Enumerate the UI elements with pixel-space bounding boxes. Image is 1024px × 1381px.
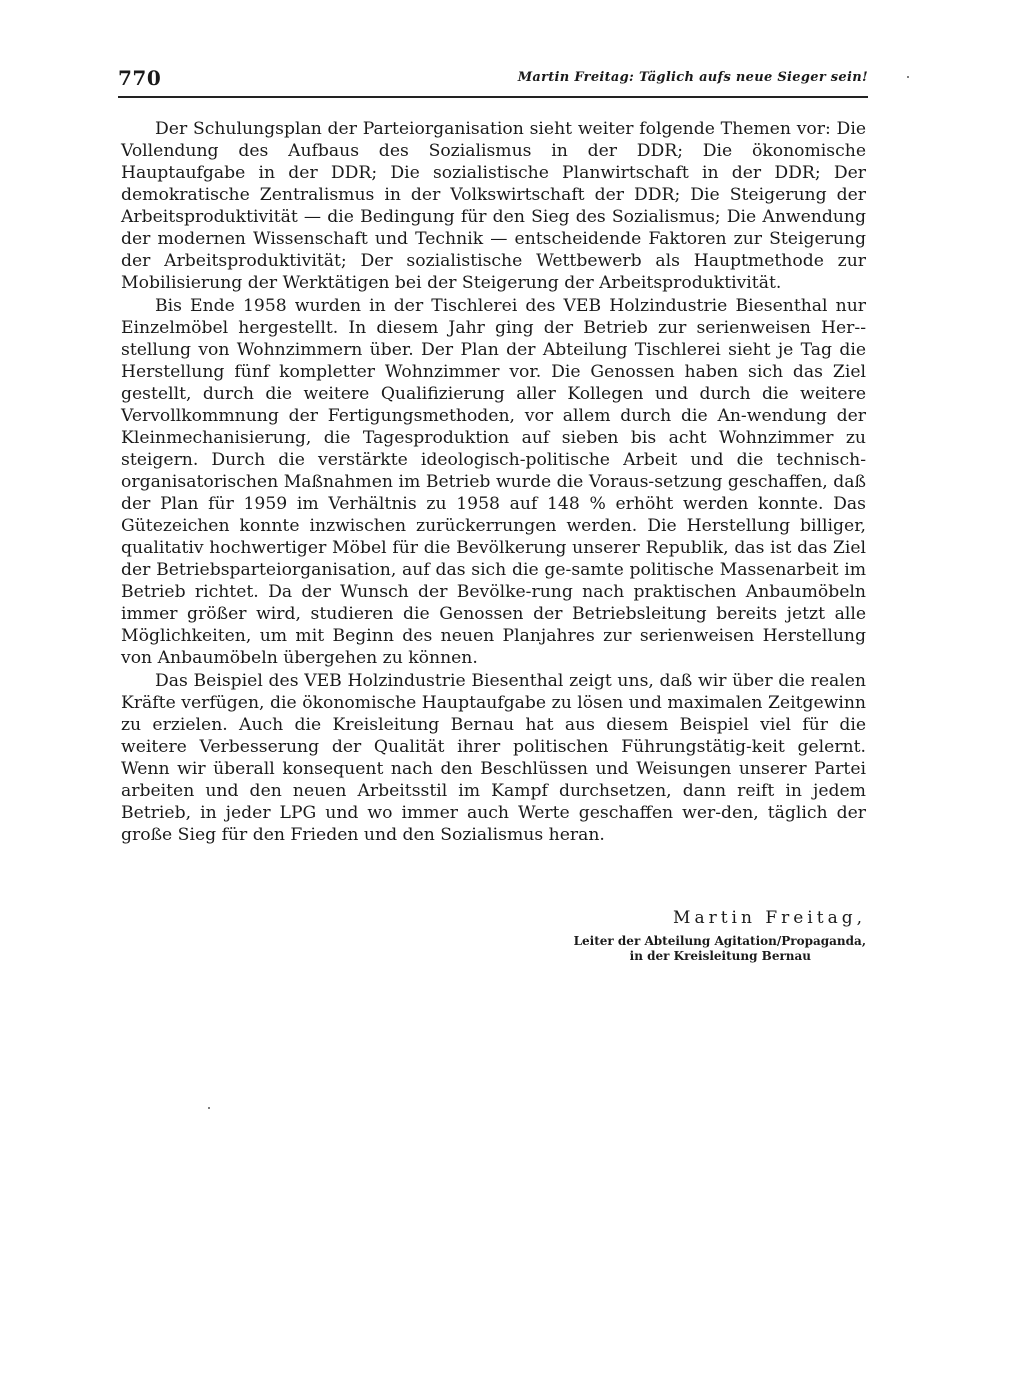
paragraph-3: Das Beispiel des VEB Holzindustrie Biesenthal zeigt uns, daß wir über die realen Kräfte verfügen, die ökonomische Hauptaufgabe zu lösen und maximalen Zeitgewinn zu erzielen. Auch die Kreisleitung Bernau hat aus diesem Beispiel viel für die weitere Verbesserung der Qualität ihrer politischen Führungstätig-keit gelernt. Wenn wir überall konsequent nach den Beschlüssen und Weisungen unserer Partei arbeiten und den neuen Arbeitsstil im Kampf durchsetzen, dann reift in jedem Betrieb, in jeder LPG und wo immer auch Werte geschaffen wer-den, täglich der große Sieg für den Frieden und den Sozialismus heran. (121, 671, 866, 845)
author-name: Martin Freitag, (673, 908, 866, 928)
running-head: Martin Freitag: Täglich aufs neue Sieger sein! (517, 70, 868, 85)
page-number: 770 (118, 66, 162, 90)
paragraph-2: Bis Ende 1958 wurden in der Tischlerei des VEB Holzindustrie Biesenthal nur Einzelmöbel hergestellt. In diesem Jahr ging der Betrieb zur serienweisen Her-stellung von Wohnzimmern über. Der Plan der Abteilung Tischlerei sieht je Tag die Herstellung fünf kompletter Wohnzimmer vor. Die Genossen haben sich das Ziel gestellt, durch die weitere Qualifizierung aller Kollegen und durch die weitere Vervollkommnung der Fertigungsmethoden, vor allem durch die An-wendung der Kleinmechanisierung, die Tagesproduktion auf sieben bis acht Wohnzimmer zu steigern. Durch die verstärkte ideologisch-politische Arbeit und die technisch-organisatorischen Maßnahmen im Betrieb wurde die Voraus-setzung geschaffen, daß der Plan für 1959 im Verhältnis zu 1958 auf 148 % erhöht werden konnte. Das Gütezeichen konnte inzwischen zurückerrungen werden. Die Herstellung billiger, qualitativ hochwertiger Möbel für die Bevölkerung unserer Republik, das ist das Ziel der Betriebsparteiorganisation, auf das sich die ge-samte politische Massenarbeit im Betrieb richtet. Da der Wunsch der Bevölke-rung nach praktischen Anbaumöbeln immer größer wird, studieren die Genossen der Betriebsleitung bereits jetzt alle Möglichkeiten, um mit Beginn des neuen Planjahres zur serienweisen Herstellung von Anbaumöbeln übergehen zu können. (121, 296, 866, 668)
paragraph-1: Der Schulungsplan der Parteiorganisation sieht weiter folgende Themen vor: Die Vollendung des Aufbaus des Sozialismus in der DDR; Die ökonomische Hauptaufgabe in der DDR; Die sozialistische Planwirtschaft in der DDR; Der demokratische Zentralismus in der Volkswirtschaft der DDR; Die Steigerung der Arbeitsproduktivität — die Bedingung für den Sieg des Sozialismus; Die Anwendung der modernen Wissenschaft und Technik — entscheidende Faktoren zur Steigerung der Arbeitsproduktivität; Der sozialistische Wettbewerb als Hauptmethode zur Mobilisierung der Werktätigen bei der Steigerung der Arbeitsproduktivität. (121, 119, 866, 293)
scan-speck (208, 1107, 210, 1109)
page-header (118, 66, 868, 98)
author-role: Leiter der Abteilung Agitation/Propaganda, (573, 934, 866, 948)
article-body (121, 118, 866, 847)
scan-speck (907, 76, 909, 78)
signature-block (121, 907, 866, 964)
author-organization: in der Kreisleitung Bernau (629, 949, 811, 963)
